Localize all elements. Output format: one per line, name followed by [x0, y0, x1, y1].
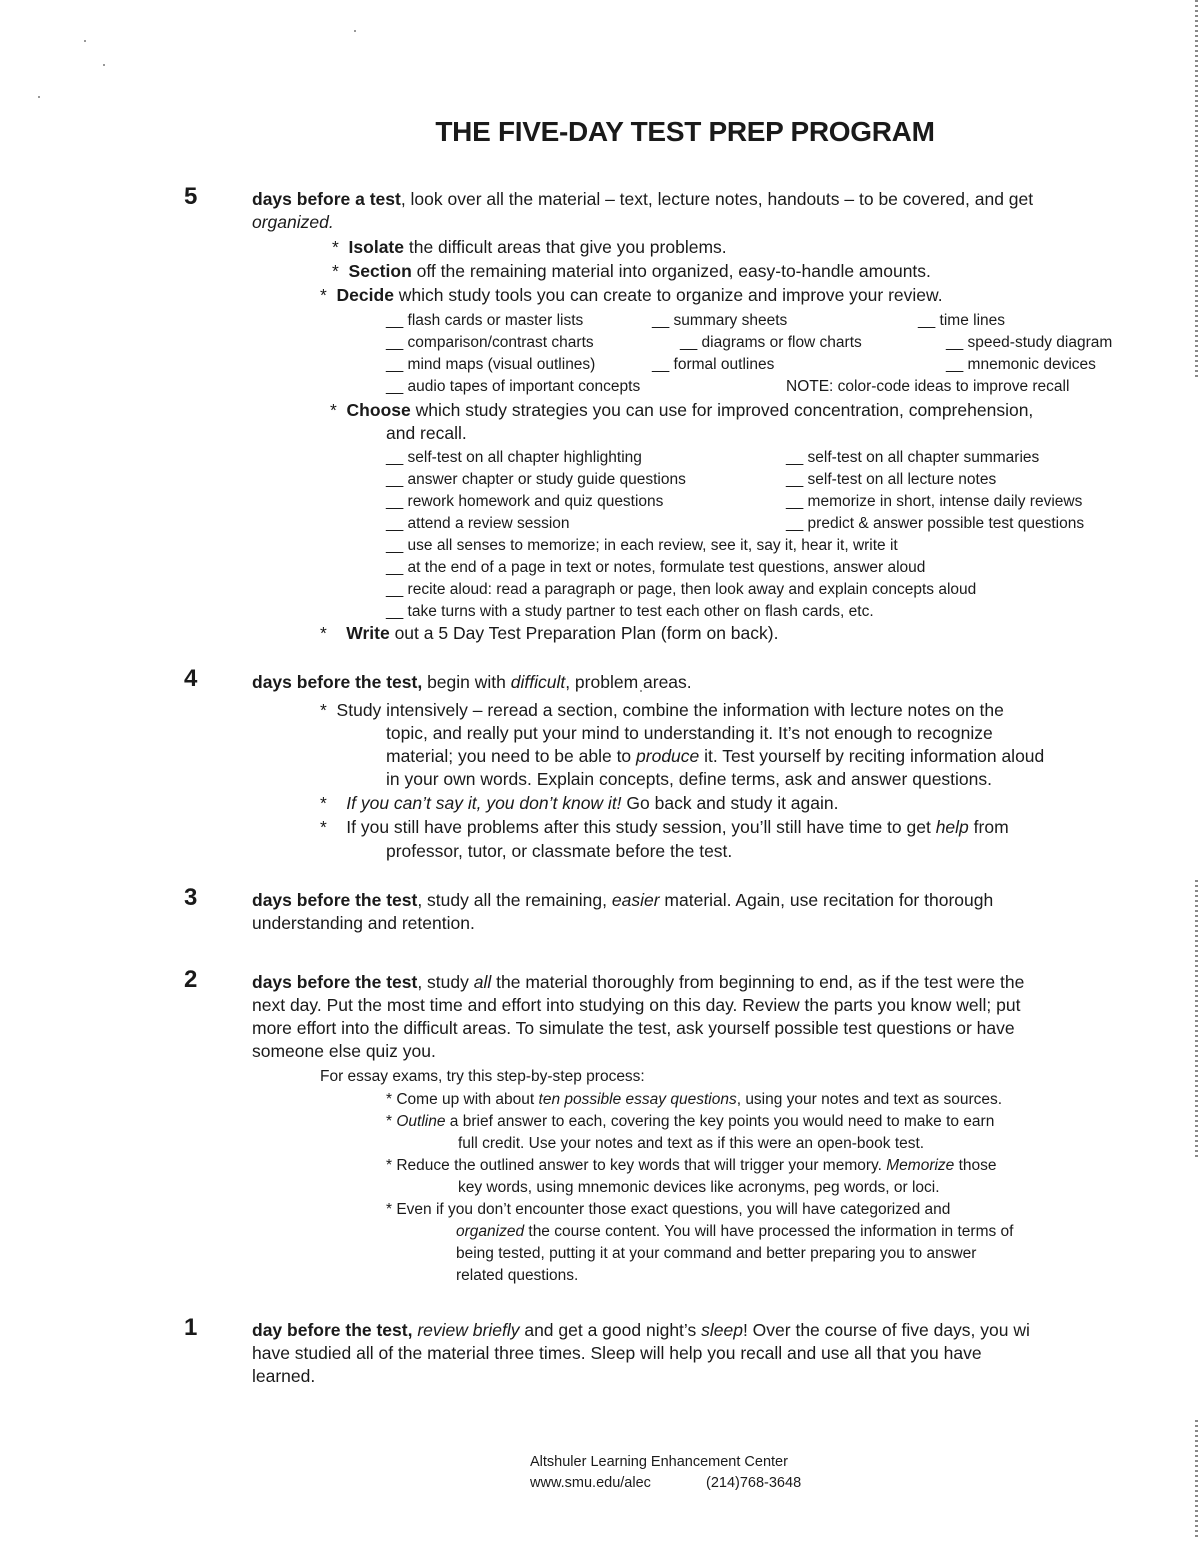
- day3-lead-text: , study all the remaining,: [417, 890, 612, 910]
- bullet-text: which study tools you can create to organize and improve your review.: [393, 285, 943, 305]
- scan-speck: [84, 40, 86, 42]
- tool-item: __ mind maps (visual outlines): [386, 356, 596, 373]
- day2-lead-italic: all: [473, 972, 492, 992]
- strategy-item: __ recite aloud: read a paragraph or page, then look away and explain concepts aloud: [386, 581, 977, 598]
- bullet-text: material; you need to be able to: [386, 746, 637, 766]
- strategy-item: __ attend a review session: [386, 515, 570, 532]
- bullet-bold: Choose: [346, 400, 411, 420]
- essay-step-text: a brief answer to each, covering the key points you would need to make to earn: [445, 1113, 995, 1130]
- essay-step-line: key words, using mnemonic devices like acronyms, peg words, or loci.: [458, 1179, 940, 1196]
- day3-line: understanding and retention.: [252, 913, 475, 933]
- bullet-text: off the remaining material into organized, easy-to-handle amounts.: [411, 261, 931, 281]
- tool-item: __ diagrams or flow charts: [680, 334, 862, 351]
- day5-lead-text: , look over all the material – text, lecture notes, handouts – to be covered, and get: [400, 189, 1034, 209]
- bullet-bold: Section: [348, 261, 412, 281]
- bullet-text: the difficult areas that give you problems.: [404, 237, 727, 257]
- bullet-bold: Decide: [336, 285, 394, 305]
- footer-url: www.smu.edu/alec: [530, 1475, 651, 1491]
- essay-step-line: full credit. Use your notes and text as if this were an open-book test.: [458, 1135, 925, 1152]
- day3-lead-text-post: material. Again, use recitation for thorough: [659, 890, 994, 910]
- tool-item: __ comparison/contrast charts: [386, 334, 594, 351]
- day-number-1: 1: [184, 1314, 198, 1341]
- footer-phone: (214)768-3648: [706, 1475, 802, 1491]
- day5-intro: [252, 188, 1172, 234]
- day5-bullet-write: [320, 622, 778, 645]
- day5-bullet-choose-cont: and recall.: [386, 423, 467, 443]
- day1-lead-text: and get a good night’s: [519, 1320, 702, 1340]
- bullet-text: Go back and study it again.: [621, 793, 839, 813]
- day-number-3: 3: [184, 884, 198, 911]
- day5-lead-bold: days before a test: [252, 189, 401, 209]
- day4-lead-text: begin with: [422, 672, 511, 692]
- essay-step-text-post: those: [954, 1157, 997, 1174]
- day5-bullet-choose: [330, 399, 1033, 422]
- strategy-item: __ rework homework and quiz questions: [386, 493, 664, 510]
- essay-step-text: the course content. You will have processed the information in terms of: [524, 1223, 1014, 1240]
- strategy-item: __ self-test on all lecture notes: [786, 471, 997, 488]
- day-number-4: 4: [184, 665, 198, 692]
- bullet-bold: Isolate: [348, 237, 404, 257]
- tool-item: __ summary sheets: [652, 312, 788, 329]
- day2-line: more effort into the difficult areas. To simulate the test, ask yourself possible test questions or have: [252, 1018, 1015, 1038]
- day1-line: learned.: [252, 1366, 316, 1386]
- day2-intro: [252, 971, 1024, 994]
- day5-bullet-section: [332, 260, 931, 283]
- strategy-item: __ memorize in short, intense daily reviews: [786, 493, 1083, 510]
- essay-step-italic: Memorize: [886, 1157, 955, 1174]
- essay-step-text: * Reduce the outlined answer to key words that will trigger your memory.: [386, 1157, 887, 1174]
- scan-speck: [38, 96, 40, 98]
- tool-note: NOTE: color-code ideas to improve recall: [786, 378, 1070, 395]
- scan-edge-artifact: [1195, 0, 1198, 380]
- essay-intro: For essay exams, try this step-by-step process:: [320, 1068, 645, 1085]
- day4-lead-text-post: , problem areas.: [565, 672, 692, 692]
- strategy-item: __ use all senses to memorize; in each review, see it, say it, hear it, write it: [386, 537, 898, 554]
- page-title: THE FIVE-DAY TEST PREP PROGRAM: [435, 116, 935, 147]
- bullet-text: If you still have problems after this study session, you’ll still have time to get: [346, 817, 936, 837]
- day4-intro: [252, 671, 692, 694]
- bullet-text: which study strategies you can use for improved concentration, comprehension,: [410, 400, 1034, 420]
- day1-lead-italic-2: sleep: [701, 1320, 743, 1340]
- essay-step-italic: ten possible essay questions: [538, 1091, 737, 1108]
- day2-line: someone else quiz you.: [252, 1041, 436, 1061]
- scan-edge-artifact: [1195, 1420, 1198, 1540]
- day4-lead-italic: difficult: [510, 672, 566, 692]
- scan-speck: [354, 30, 356, 32]
- tool-item: __ formal outlines: [652, 356, 775, 373]
- essay-step: [386, 1155, 997, 1177]
- bullet-bold: Write: [346, 623, 390, 643]
- tool-item: __ flash cards or master lists: [386, 312, 584, 329]
- strategy-item: __ answer chapter or study guide questions: [386, 471, 686, 488]
- day1-lead-text-post: ! Over the course of five days, you wi: [742, 1320, 1030, 1340]
- day2-lead-text-post: the material thoroughly from beginning to end, as if the test were the: [491, 972, 1025, 992]
- bullet-mark: *: [320, 817, 327, 837]
- day5-bullet-isolate: [332, 236, 727, 259]
- scan-edge-artifact: [1195, 880, 1198, 1160]
- day4-bullet-study-line: topic, and really put your mind to understanding it. It’s not enough to recognize: [386, 723, 993, 743]
- day4-bullet-help-line: professor, tutor, or classmate before the test.: [386, 841, 733, 861]
- strategy-item: __ self-test on all chapter summaries: [786, 449, 1040, 466]
- bullet-mark: *: [332, 261, 339, 281]
- strategy-item: __ self-test on all chapter highlighting: [386, 449, 642, 466]
- day4-bullet-help: [320, 816, 1009, 839]
- essay-step-line: [456, 1221, 1013, 1243]
- strategy-item: __ take turns with a study partner to test each other on flash cards, etc.: [386, 603, 874, 620]
- day1-line: have studied all of the material three times. Sleep will help you recall and use all that you have: [252, 1343, 982, 1363]
- bullet-text-post: it. Test yourself by reciting information aloud: [699, 746, 1045, 766]
- bullet-mark: *: [386, 1113, 393, 1130]
- essay-step: * Even if you don’t encounter those exact questions, you will have categorized and: [386, 1201, 951, 1218]
- essay-step-line: being tested, putting it at your command and better preparing you to answer: [456, 1245, 977, 1262]
- bullet-mark: *: [320, 285, 327, 305]
- bullet-italic: produce: [636, 746, 700, 766]
- scan-speck: [103, 64, 105, 66]
- bullet-text-post: from: [968, 817, 1009, 837]
- tool-item: __ mnemonic devices: [946, 356, 1096, 373]
- tool-item: __ time lines: [918, 312, 1006, 329]
- tool-item: __ speed-study diagram: [946, 334, 1113, 351]
- essay-step-italic: Outline: [396, 1113, 446, 1130]
- day4-bullet-say-it: [320, 792, 839, 815]
- bullet-mark: *: [320, 793, 327, 813]
- day1-intro: [252, 1319, 1030, 1342]
- essay-step-line: related questions.: [456, 1267, 579, 1284]
- day4-bullet-study-line: [386, 745, 1044, 768]
- day1-lead-italic: review briefly: [417, 1320, 520, 1340]
- bullet-mark: *: [320, 623, 327, 643]
- bullet-mark: *: [330, 400, 337, 420]
- tool-item: __ audio tapes of important concepts: [386, 378, 641, 395]
- day2-lead-bold: days before the test: [252, 972, 418, 992]
- bullet-text: out a 5 Day Test Preparation Plan (form on back).: [389, 623, 779, 643]
- day3-intro: [252, 889, 993, 912]
- bullet-text: Study intensively – reread a section, combine the information with lecture notes on the: [336, 700, 1004, 720]
- day3-lead-bold: days before the test: [252, 890, 418, 910]
- day5-lead-italic: organized.: [252, 212, 334, 232]
- essay-step: [386, 1111, 994, 1133]
- day3-lead-italic: easier: [611, 890, 660, 910]
- strategy-item: __ at the end of a page in text or notes, formulate test questions, answer aloud: [386, 559, 926, 576]
- day4-bullet-study-line: in your own words. Explain concepts, define terms, ask and answer questions.: [386, 769, 993, 789]
- day4-bullet-study: [320, 699, 1004, 722]
- essay-step-text-post: , using your notes and text as sources.: [736, 1091, 1003, 1108]
- bullet-italic: If you can’t say it, you don’t know it!: [346, 793, 622, 813]
- day-number-2: 2: [184, 966, 198, 993]
- strategy-item: __ predict & answer possible test questions: [786, 515, 1085, 532]
- day2-line: next day. Put the most time and effort into studying on this day. Review the parts you know well; put: [252, 995, 1021, 1015]
- day5-bullet-decide: [320, 284, 943, 307]
- essay-step: [386, 1089, 1002, 1111]
- essay-step-italic: organized: [456, 1223, 525, 1240]
- day-number-5: 5: [184, 183, 198, 210]
- day2-lead-text: , study: [417, 972, 474, 992]
- bullet-mark: *: [320, 700, 327, 720]
- day4-lead-bold: days before the test,: [252, 672, 423, 692]
- bullet-italic: help: [935, 817, 969, 837]
- day1-lead-bold: day before the test,: [252, 1320, 413, 1340]
- footer-org: Altshuler Learning Enhancement Center: [530, 1454, 788, 1470]
- essay-step-text: * Come up with about: [386, 1091, 539, 1108]
- bullet-mark: *: [332, 237, 339, 257]
